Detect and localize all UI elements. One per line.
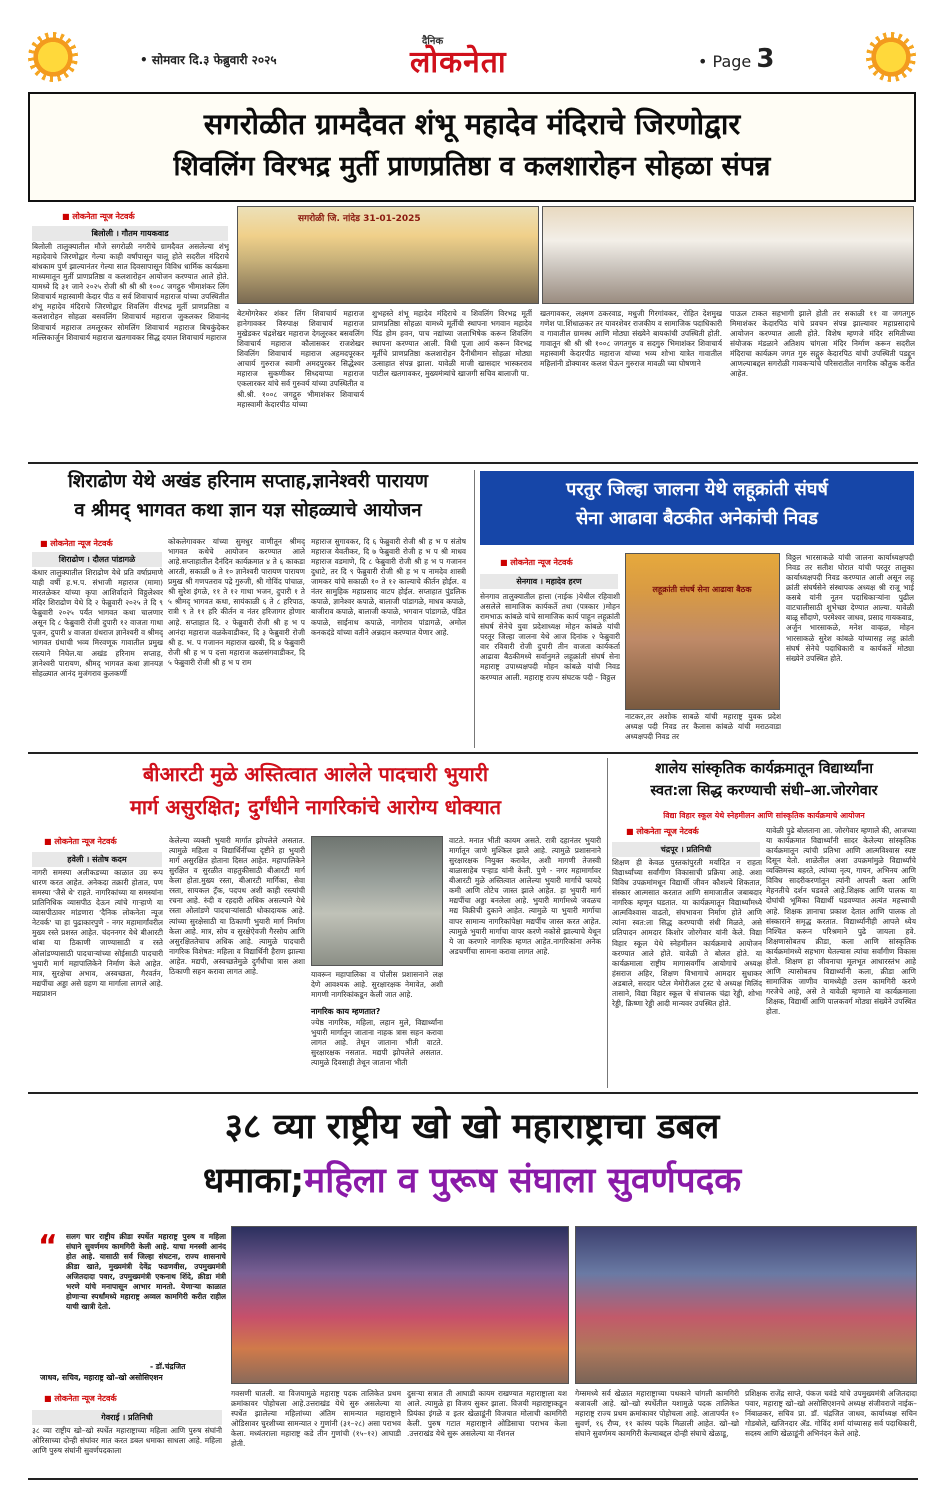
article2-byline: शिराढोण । दौलत पांडागळे	[32, 552, 162, 567]
article6-tag: ■ लोकनेता न्यूज नेटवर्क	[44, 1393, 117, 1404]
article4-col3b: ज्येष्ठ नागरिक, महिला, लहान मुले, विद्यार्थ्यांना भुयारी मार्गातून जाताना नाहक त्रास सहन करावा लागत आहे. तेथून जाताना भीती वाटते. सुरक्षारक्षक नसतात. मद्यपी झोपलेले असतात. त्यामुळे दिवसाही तेथून जाताना भीती	[311, 1018, 443, 1068]
article1-photo-left	[237, 206, 539, 304]
article6-photo-men	[575, 1226, 917, 1384]
article3-byline: सेनगाव । महादेव हरण	[480, 574, 618, 589]
article2-col1: कंधार तालुक्यातील शिराढोण येथे प्रति वर्षाप्रमाणे याही वर्षी ह.भ.प. संभाजी महाराज (मामा) मारतळेकर यांच्या कृपा आशिर्वादाने विठ्ठलेश्वर मंदिर शिराढोण येथे दि २ फेब्रुवारी २०२५ ते दि ९ फेब्रुवारी २०२५ पर्यंत भागवत कथा चालणार असून दि ८ फेब्रुवारी रोजी दुपारी १२ वाजता गाथा पूजन, दुपारी ४ वाजता ग्रंथराज ज्ञानेश्वरी व श्रीमद् भागवत ग्रंथाची भव्य मिरवणूक गावातील प्रमुख रस्त्याने निघेल.या अखंड हरिनाम सप्ताह, ज्ञानेश्वरी पारायण, श्रीमद् भागवत कथा ज्ञानयज्ञ सोहळ्यात आनंद मुजंगराव कुलकर्णी	[32, 568, 163, 678]
article5-subline: विद्या विहार स्कूल येथे स्नेहमीलन आणि सांस्कृतिक कार्यक्रमाचे आयोजन	[663, 811, 865, 820]
article5-col2: यावेळी पुढे बोलताना आ. जोरगेवार म्हणाले की, आजच्या या कार्यक्रमात विद्यार्थ्यांनी सादर केलेल्या सांस्कृतिक कार्यक्रमातून त्यांची प्रतिभा आणि आत्मविश्वास स्पष्ट दिसून येतो. शाळेतील अशा उपक्रमांमुळे विद्यार्थ्यांचे व्यक्तिमत्त्व बहरते, त्यांच्या नृत्य, गायन, अभिनय आणि विविध सादरीकरणांतून त्यांनी आपली कला आणि मेहनतीचे दर्शन घडवले आहे.शिक्षक आणि पालक या दोघांची भूमिका विद्यार्थी घडवण्यात अत्यंत महत्त्वाची आहे. शिक्षक ज्ञानाचा प्रकाश देतात आणि पालक तो संस्काराने समृद्ध करतात. विद्यार्थ्यांनीही आपले ध्येय निश्चित करून परिश्रमाने पुढे जायला हवे. शिक्षणासोबतच क्रीडा, कला आणि सांस्कृतिक कार्यक्रमांमध्ये सहभाग घेतल्यास त्यांचा सर्वांगीण विकास होतो. शिक्षण हा जीवनाचा मूलभूत आधारस्तंभ आहे आणि त्यासोबतच विद्यार्थ्यांनी कला, क्रीडा आणि सामाजिक जाणीव यामध्येही उत्तम कामगिरी करणे गरजेचे आहे, असे ते यावेळी म्हणाले या कार्यक्रमाला शिक्षक, विद्यार्थी आणि पालकवर्ग मोठ्या संख्येने उपस्थित होता.	[766, 826, 916, 1017]
article5-byline: चंद्रपूर । प्रतिनिधी	[612, 842, 760, 857]
article6-quote-sign2: जाधव, सचिव, महाराष्ट्र खो–खो असोसिएशन	[40, 1373, 163, 1382]
article5-headline-box	[612, 760, 916, 808]
article6-headline-2b: महिला व पुरूष संघाला सुवर्णपदक	[304, 1160, 742, 1201]
article5-tag: ■ लोकनेता न्यूज नेटवर्क	[626, 826, 699, 837]
article6-col2: गवसणी घातली. या विजयामुळे महाराष्ट्र पदक तालिकेत प्रथम क्रमांकावर पोहोचला आहे.उत्तराखंड येथे सुरु असलेल्या या स्पर्धेत झालेल्या महिलांच्या अंतिम सामन्यात महाराष्ट्राने ओडिसावर चुरशीच्या सामन्यात २ गुणांनी (३१–२८) असा पराभव केला. मध्यंतराला महाराष्ट्र कडे तीन गुणांची (१५–१२) आघाडी होती.	[231, 1389, 401, 1449]
sun-logo-right	[866, 32, 916, 82]
article6-quote-sign: - डॉ.चंद्रजित	[150, 1362, 186, 1371]
article5-col1: शिक्षण ही केवळ पुस्तकांपुरती मर्यादित न राहता विद्यार्थ्यांच्या सर्वांगीण विकासाची प्रक्रिया आहे. अशा विविध उपक्रमांमधून विद्यार्थी जीवन कौशल्ये शिकतात, संस्कार आत्मसात करतात आणि समाजातील जबाबदार नागरिक म्हणून घडतात. या कार्यक्रमातून विद्यार्थ्यांमध्ये आत्मविश्वास वाढतो, संघभावना निर्माण होते आणि त्यांना स्वत:ला सिद्ध करण्याची संधी मिळते, असे प्रतिपादन आमदार किशोर जोरगेवार यांनी केले. विद्या विहार स्कूल येथे स्नेहमीलन कार्यक्रमाचे आयोजन करण्यात आले होते. यावेळी ते बोलत होते. या कार्यक्रमाला राष्ट्रीय मागासवर्गीय आयोगाचे अध्यक्ष हंसराज अहिर, शिक्षण विभागाचे आमदार सुधाकर अडबाले, सरदार पटेल मेमोरीअल ट्रस्ट चे अध्यक्ष मिलिंद तासाने, विद्या विहार स्कूल चे संचालक चंद्रा रेड्डी, शोभा रेड्डी, क्रिष्णा रेड्डी आदी मान्यवर उपस्थित होते.	[612, 858, 762, 1008]
article6-byline: गेवराई । प्रतिनिधी	[32, 1410, 222, 1425]
article3-headline-2: सेना आढावा बैठकीत अनेकांची निवड	[576, 507, 818, 529]
article6-col3: दुसऱ्या सत्रात ती आघाडी कायम राखण्यात महाराष्ट्राला यश आले. त्यामुळे हा विजय सुकर झाला. विजयी महाराष्ट्राकडून प्रियंका इंगळे व इतर खेळाडूंनी विजयात मोलाची कामगिरी केली. पुरुष गटात महाराष्ट्राने ओडिसाचा पराभव केला .उत्तराखंड येथे सुरू असलेल्या या नॅशनल	[407, 1389, 567, 1439]
quote-mark-icon: “	[38, 1229, 58, 1264]
article2-col2: कोकलेगावकर यांच्या सुमधुर वाणीतून श्रीमद् भागवत कथेचे आयोजन करण्यात आले आहे.सप्ताहातील दैनंदिन कार्यक्रमात ४ ते ६ काकडा आरती, सकाळी ७ ते १० ज्ञानेश्वरी पारायण पारायण प्रमुख श्री गणपतराव पद्रे गुरुजी, श्री गोविंद पांचाळ, श्री सुरेश इंगळे, ११ ते १२ गाथा भजन, दुपारी १ ते ५ श्रीमद् भागवत कथा, सायंकाळी ६ ते ८ हरिपाठ, रात्री ९ ते ११ हरि कीर्तन व नंतर हरिजागर होणार आहे. सप्ताहात दि. २ फेब्रुवारी रोजी श्री ह भ प आनंदा महाराज वळकेवाडीकर, दि ३ फेब्रुवारी रोजी श्री ह. भ. प गजानन महाराज खरबी, दि ४ फेब्रुवारी रोजी श्री ह भ प दत्ता महाराज कळसंगवाडीकर, दि ५ फेब्रुवारी रोजी श्री ह भ प राम	[168, 537, 305, 667]
article2-headline-box	[28, 470, 468, 532]
article3-tag: ■ लोकनेता न्यूज नेटवर्क	[500, 557, 573, 568]
article1-headline-box	[28, 92, 916, 202]
article4-headline-1: बीआरटी मुळे अस्तित्वात आलेले पादचारी भुयारी	[142, 762, 489, 786]
article3-col1: सेनगाव तालुक्यातील हात्ता (नाईक )येथील रहिवाशी असलेले सामाजिक कार्यकर्ते तथा (पत्रकार )मोहन रामभाऊ कांबळे यांचे सामाजिक कार्य पाहून लहूक्रांती संघर्ष सेनेचे युवा प्रदेशाध्यक्ष मोहन कांबळे यांची परतूर जिल्हा जालना येथे आज दिनांक २ फेब्रुवारी वार रविवारी रोजी दुपारी तीन वाजता कार्यकर्ता आढावा बैठकीमध्ये सर्वानुमते लहूक्रांती संघर्ष सेना महाराष्ट्र उपाध्यक्षपदी मोहन कांबळे यांची निवड करण्यात आली. महाराष्ट्र राज्य संघटक पदी - विठ्ठल	[480, 592, 620, 682]
article1-headline-2: शिवलिंग विरभद्र मुर्ती प्राणप्रतिष्ठा व कलशारोहन सोहळा संपन्न	[173, 151, 771, 183]
section-divider	[28, 752, 918, 754]
article6-headline-box	[28, 1098, 916, 1220]
article4-subhead: नागरिक काय म्हणतात?	[311, 1007, 381, 1016]
article1-col4: खतगावकर, लक्ष्मण ठकरवाड, मधुजी गिरगांवकर, रोहित देशमुख गणेश पा.शिंधाळकर तर यावरशेवर राजकीय व सामाजिक पदाधिकारी व गावातील ग्रामस्थ आणि मोठ्या संख्येने बायकांची उपस्थिती होती. गावातून श्री श्री श्री १००८ जगतगुरु व सदगुरु भिमाशंकर शिवाचार्य महास्वामी केदारपीठ महाराज यांच्या भव्य शोभा यात्रेत गावातील महिलांनी डोक्यावर कलश घेऊन गुरुराज मावळी च्या घोषणाने	[540, 309, 722, 369]
article1-col5: पाऊल टाकत सहभागी झाले होती तर सकाळी ११ वा जगतगुरु मिमाशंकर केदारपिठ यांचे प्रवचन संपन्न झाल्यावर महाप्रसादाचे आयोजन करण्यात आली होते. विशेष म्हणजे मंदिर समितीच्या संयोजक मंडळाने अतिशय चांगला मंदिर निर्माण करून सदरील मंदिराचा कार्यक्रम जगत गुरु सद्गुरु केदारपिठ यांची उपस्थिती पडद्दून आणल्याबद्दल सगरोळी गावकऱ्यांचे परिसरातील नागरिक कौतुक करीत आहेत.	[730, 309, 915, 379]
article2-headline-2: व श्रीमद् भागवत कथा ज्ञान यज्ञ सोहळ्याचे आयोजन	[74, 500, 422, 522]
article1-tag: ■ लोकनेता न्यूज नेटवर्क	[62, 211, 135, 222]
column-rule	[607, 758, 608, 1088]
article1-headline-1: सगरोळीत ग्रामदैवत शंभू महादेव मंदिराचे जिरणोद्वार	[203, 107, 741, 141]
article6-headline-1: ३८ व्या राष्ट्रीय खो खो महाराष्ट्राचा डबल	[224, 1107, 720, 1147]
article1-photo-banner: सगरोळी जि. नांदेड 31-01-2025	[298, 214, 421, 224]
article3-col3: विठ्ठल भारसाकळे यांची जालना कार्याध्यक्षपदी निवड तर सतीश घोरात यांची परतूर तालुका कार्याध्यक्षपदी निवड करण्यात आली असून लहू क्रांती संघर्षसेने संस्थापक अध्यक्ष श्री राजू भाई कसबे यांनी नूतन पदाधिकाऱ्यांना पुढील वाटचालीसाठी शुभेच्छा देण्यात आल्या. यावेळी बाळू सौंदाणे, परमेश्वर जाधव, प्रसाद गायकवाड, अर्जुन भारसाकळे, मनेश वाव्हळ, मोहन भारसाकळे सुरेश कांबळे यांच्यासह लहू क्रांती संघर्ष सेनेचे पदाधिकारी व कार्यकर्ते मोठ्या संख्येने उपस्थित होते.	[786, 553, 914, 663]
article6-col1: ३८ व्या राष्ट्रीय खो–खो स्पर्धेत महाराष्ट्राच्या महिला आणि पुरुष संघांनी ओरिसाच्या दोन्ही संघांवर मात करत डबल धमाका साधला आहे. महिला आणि पुरुष संघांनी सुवर्णपदकाला	[32, 1426, 222, 1456]
article2-headline-1: शिराढोण येथे अखंड हरिनाम सप्ताह,ज्ञानेश्वरी पारायण	[67, 471, 429, 492]
article1-col1: बिलोली तालुक्यातील मौजे सगरोळी नगरीचे ग्रामदैवत असलेल्या शंभू महादेवाचे जिरणोद्वार गेल्या काही वर्षांपासून चालू होते सदरील मंदिराचे बांधकाम पुर्ण झाल्यानंतर गेल्या सात दिवसापासून विविध धार्मिक कार्यक्रमा माध्यमातून मुर्ती प्राणप्रतिष्ठा व कलशारोहन आयोजन करण्यात आले होते. यामध्ये दि ३१ जाने २०२५ रोजी श्री श्री श्री १००८ जगद्गुरु भीमाशंकर लिंग शिवाचार्य महास्वामी केदार पीठ व सर्व शिवाचार्य महाराज यांच्या उपस्थितीत शंभू महादेव मंदिराचे जिरणोद्वार शिवलिंग वीरभद्र मूर्ती प्राणप्रतिष्ठा व कलशारोहन सोहळा बसवलिंग शिवाचार्य महाराज जुकलकर शिवानंद शिवाचार्य महाराज तमलूरकर सोमलिंग शिवाचार्य महाराज बिचकुंदेकर मल्लिकार्जुन शिवाचार्य महाराज खतगावकर सिद्ध दयाल शिवाचार्य महाराज	[32, 242, 229, 342]
article3-col2: नाटकर,तर अशोक साबळे यांची महाराष्ट्र युवक प्रदेश अध्यक्ष पदी निवड तर कैलास कांबळे यांची मराठवाडा अध्यक्षपदी निवड तर	[625, 712, 781, 742]
masthead-title: लोकनेता	[410, 45, 507, 80]
bottom-rule	[28, 1478, 918, 1480]
article4-col1: नागरी समस्या अलीकडच्या काळात उग्र रूप धारण करत आहेत. अनेकदा तक्रारी होतात, पण समस्या 'जैसे थे' राहते. नागरिकांच्या या समस्यांना प्रातिनिधिक व्यासपीठ देऊन त्यांचे गाऱ्हाणे या व्यासपीठावर मांडणारा 'दैनिक लोकनेता न्यूज नेटवर्क' चा हा पुढाकारपुणे - नगर महामार्गांवरील मुख्य रस्ते प्रशस्त आहेत. चंदननगर येथे बीआरटी थांबा या ठिकाणी जाण्यासाठी व रस्ते ओलांडण्यासाठी पादचाऱ्यांच्या सोईसाठी पादचारी भुयारी मार्ग महापालिकेने निर्माण केले आहेत. मात्र, सुरक्षेचा अभाव, अस्वच्छता, गैरवर्तन, मद्यपींचा अड्डा असे ग्रहण या मार्गाला लागले आहे. मद्यप्राशन	[32, 868, 163, 998]
article1-byline: बिलोली । गौतम गायकवाड	[32, 226, 228, 241]
masthead-prefix: दैनिक	[422, 36, 444, 47]
article2-col3: महाराज सुगावकर, दि ६ फेब्रुवारी रोजी श्री ह भ प संतोष महाराज येवतीकर, दि ७ फेब्रुवारी रोजी ह भ प श्री माधव महाराज वडमाणे, दि ८ फेब्रुवारी रोजी श्री ह भ प गजानन दुधाटे, तर दि ९ फेब्रुवारी रोजी श्री ह भ प नामदेव शास्त्री जामकर यांचे सकाळी १० ते १२ काल्याचे कीर्तन होईल. व नंतर सामुहिक महाप्रसाद वाटप होईल. सप्ताहात पुंडलिक कपाळे, ज्ञानेश्वर कपाळे, बालाजी पांडागळे, माधव कपाळे, बाजीराव कपाळे, बालाजी कपाळे, भगवान पांडागळे, पंडित कपाळे, साईनाथ कपाळे, नागोराव पांडागळे, अमोल कनकदंडे यांच्या वतीने अन्नदान करण्यात येणार आहे.	[311, 537, 466, 637]
column-rule	[474, 470, 475, 748]
article1-photo-right	[542, 206, 914, 304]
sun-logo-left	[28, 32, 78, 82]
article3-headline-1: परतुर जिल्हा जालना येथे लहूक्रांती संघर्ष	[566, 479, 828, 500]
article4-headline-2: मार्ग असुरक्षित; दुर्गंधीने नागरिकांचे आरोग्य धोक्यात	[129, 795, 502, 819]
article4-col4: वाटते. मनात भीती कायम असते. रात्री दहानंतर भुयारी मार्गातून जाणे मुश्किल झाले आहे. त्यामुळे प्रशासनाने सुरक्षारक्षक नियुक्त करावेत, अशी मागणी तेजस्वी बाळासाहेब पऱ्हाड यांनी केली. पुणे - नगर महामार्गावर बीआरटी मुळे अस्तित्वात आलेल्या भुयारी मार्गाचे फायदे कमी आणि तोटेच जास्त झाले आहेत. हा भुयारी मार्ग मद्यपींचा अड्डा बनलेला आहे. भुयारी मार्गामध्ये जवळच मद्य विक्रीची दुकाने आहेत. त्यामुळे या भुयारी मार्गाचा वापर सामान्य नागरिकांपेक्षा मद्यपींच जास्त करत आहेत. त्यामुळे भुयारी मार्गाचा वापर करणे नकोसे झाल्याचे येथून ये जा करणारे नागरिक म्हणत आहेत.नागरिकांना अनेक अडचणींचा सामना करावा लागत आहे.	[449, 836, 601, 956]
article4-headline-box	[28, 758, 603, 828]
section-divider	[28, 1092, 918, 1094]
article6-headline-2a: धमाका;	[202, 1160, 305, 1201]
article1-col3: शुभहस्ते शंभू महादेव मंदिराचे व शिवलिंग विरभद्र मूर्ती प्राणप्रतिष्ठा सोहळा यामध्ये मूर्तीची स्थापना भगवान महादेव पिंड होम हवन, पाच नद्यांच्या जलाभिषेक करून शिवलिंग स्थापना करण्यात आली. विधी पूजा आर्य करून विरभद्र मूर्तीचे प्राणप्रतिष्ठा कलशारोहन दैनीधीमान सोहळा मोठ्या उत्साहात संपन्न झाला. यावेळी माजी खासदार भास्करराव पाटील खतगावकर, मुख्यमंत्र्यांचे खाजगी सचिव बालाजी पा.	[372, 309, 532, 379]
article4-col3: यावरून महापालिका व पोलीस प्रशासनाने लक्ष देणे आवश्यक आहे. सुरक्षारक्षक नेमावेत, अशी मागणी नागरिकांकडून केली जात आहे.	[311, 970, 443, 1000]
article3-photo-banner: लहूक्रांती संघर्ष सेना आढावा बैठक	[652, 585, 752, 594]
article6-quote: सलग चार राष्ट्रीय क्रीडा स्पर्धेत महाराष्ट्र पुरुष व महिला संघाने सुवर्णमय कामगिरी केली आहे. याचा मनस्वी आनंद होत आहे. यासाठी सर्व जिल्हा संघटना, राज्य शासनाचे क्रीडा खाते, मुख्यमंत्री देवेंद्र फडणवीस, उपमुख्यमंत्री अजितदादा पवार, उपमुख्यमंत्री एकनाथ शिंदे, क्रीडा मंत्री भरणे यांचे मनापासून आभार मानतो. येणाऱ्या काळात होणाऱ्या स्पर्धांमध्ये महाराष्ट्र अव्वल कामगिरी करीत राहील याची खात्री देतो.	[66, 1232, 226, 1312]
article5-headline-2: स्वत:ला सिद्ध करण्याची संधी–आ.जोरगेवार	[650, 783, 878, 800]
article6-col5: प्रशिक्षक राजेंद्र साप्ते, पंकज चवंडे यांचे उपमुख्यमंत्री अजितदादा पवार, महाराष्ट्र खो–खो असोसिएशनचे अध्यक्ष संजीवराजे नाईक–निंबाळकर, सचिव प्रा. डॉ. चंद्रजित जाधव, कार्याध्यक्ष सचिन गोडबोले, खजिनदार ॲड. गोविंद शर्मा यांच्यासह सर्व पदाधिकारी, सदस्य आणि खेळाडूंनी अभिनंदन केले आहे.	[745, 1389, 917, 1439]
section-divider	[28, 462, 918, 464]
article1-col2: बेटमोगरेकर शंकर लिंग शिवाचार्य महाराज हानेगावकर विरुपाक्ष शिवाचार्य महाराज मुखेडकर चंद्रशेखर महाराज देगलूरकर बसवलिंग शिवाचार्य महाराज कौलासकर राजशेखर शिवलिंग शिवाचार्य महाराज अहमदपूरकर आचार्य गुरुराज स्वामी अमदपुरकर सिद्धेश्वर महाराज सुकणीकर सिध्दयाप्पा महाराज एकलारकर यांचे सर्व गुरुवर्य यांच्या उपस्थितीत व श्री.श्री. १००८ जगद्गुरु भीमाशंकर शिवाचार्य महास्वामी केदारपीठ यांच्या	[237, 309, 364, 409]
article4-col2: केलेल्या व्यक्ती भुयारी मार्गात झोपलेले असतात. त्यामुळे महिला व विद्यार्थिनींच्या दृष्टीने हा भुयारी मार्ग असुरक्षित होताना दिसत आहेत. महापालिकेने सुरक्षित व सुरळीत वाहतुकीसाठी बीआरटी मार्ग केला होता.मुख्य रस्ता, बीआरटी मार्गिका, सेवा रस्ता, सायकल ट्रॅक, पदपथ अशी काही रस्त्यांची रचना आहे. रुंदी व रहदारी अधिक असल्याने येथे रस्ता ओलांडणे पादचाऱ्यांसाठी धोकादायक आहे. त्यांच्या सुरक्षेसाठी या ठिकाणी भुयारी मार्ग निर्माण केला आहे. मात्र, सोय व सुरक्षेऐवजी गैरसोय आणि असुरक्षिततेचाच अधिक आहे. त्यामुळे पादचारी नागरिक विशेषत: महिला व विद्यार्थिनी हैराण झाल्या आहेत. मद्यपी, अस्वच्छतेमुळे दुर्गंधीचा त्रास अशा ठिकाणी सहन करावा लागत आहे.	[169, 836, 305, 976]
article2-tag: ■ लोकनेता न्यूज नेटवर्क	[40, 538, 113, 549]
article4-tag: ■ लोकनेता न्यूज नेटवर्क	[44, 836, 117, 847]
article3-headline-box	[480, 471, 914, 545]
article4-photo	[311, 836, 443, 966]
page-indicator: • Page 3	[698, 44, 775, 74]
issue-date: • सोमवार दि.३ फेब्रुवारी २०२५	[140, 53, 277, 67]
article4-byline: हवेली । संतोष कदम	[32, 852, 162, 867]
article3-photo	[625, 553, 780, 710]
article6-photo-women	[231, 1226, 569, 1384]
article6-col4: गेम्समध्ये सर्व खेळात महाराष्ट्राच्या पथकाने चांगली कामगिरी बजावली आहे. खो–खो स्पर्धेतील यशामुळे पदक तालिकेत महाराष्ट्र राज्य प्रथम क्रमांकावर पोहोचला आहे. आतापर्यंत १० सुवर्ण, १६ रौप्य, ११ कांस्य पदके मिळाली आहेत. खो–खो संघाने सुवर्णमय कामगिरी केल्याबद्दल दोन्ही संघाचे खेळाडू,	[575, 1389, 739, 1439]
article5-headline-1: शालेय सांस्कृतिक कार्यक्रमातून विद्यार्थ्यांना	[655, 761, 873, 777]
